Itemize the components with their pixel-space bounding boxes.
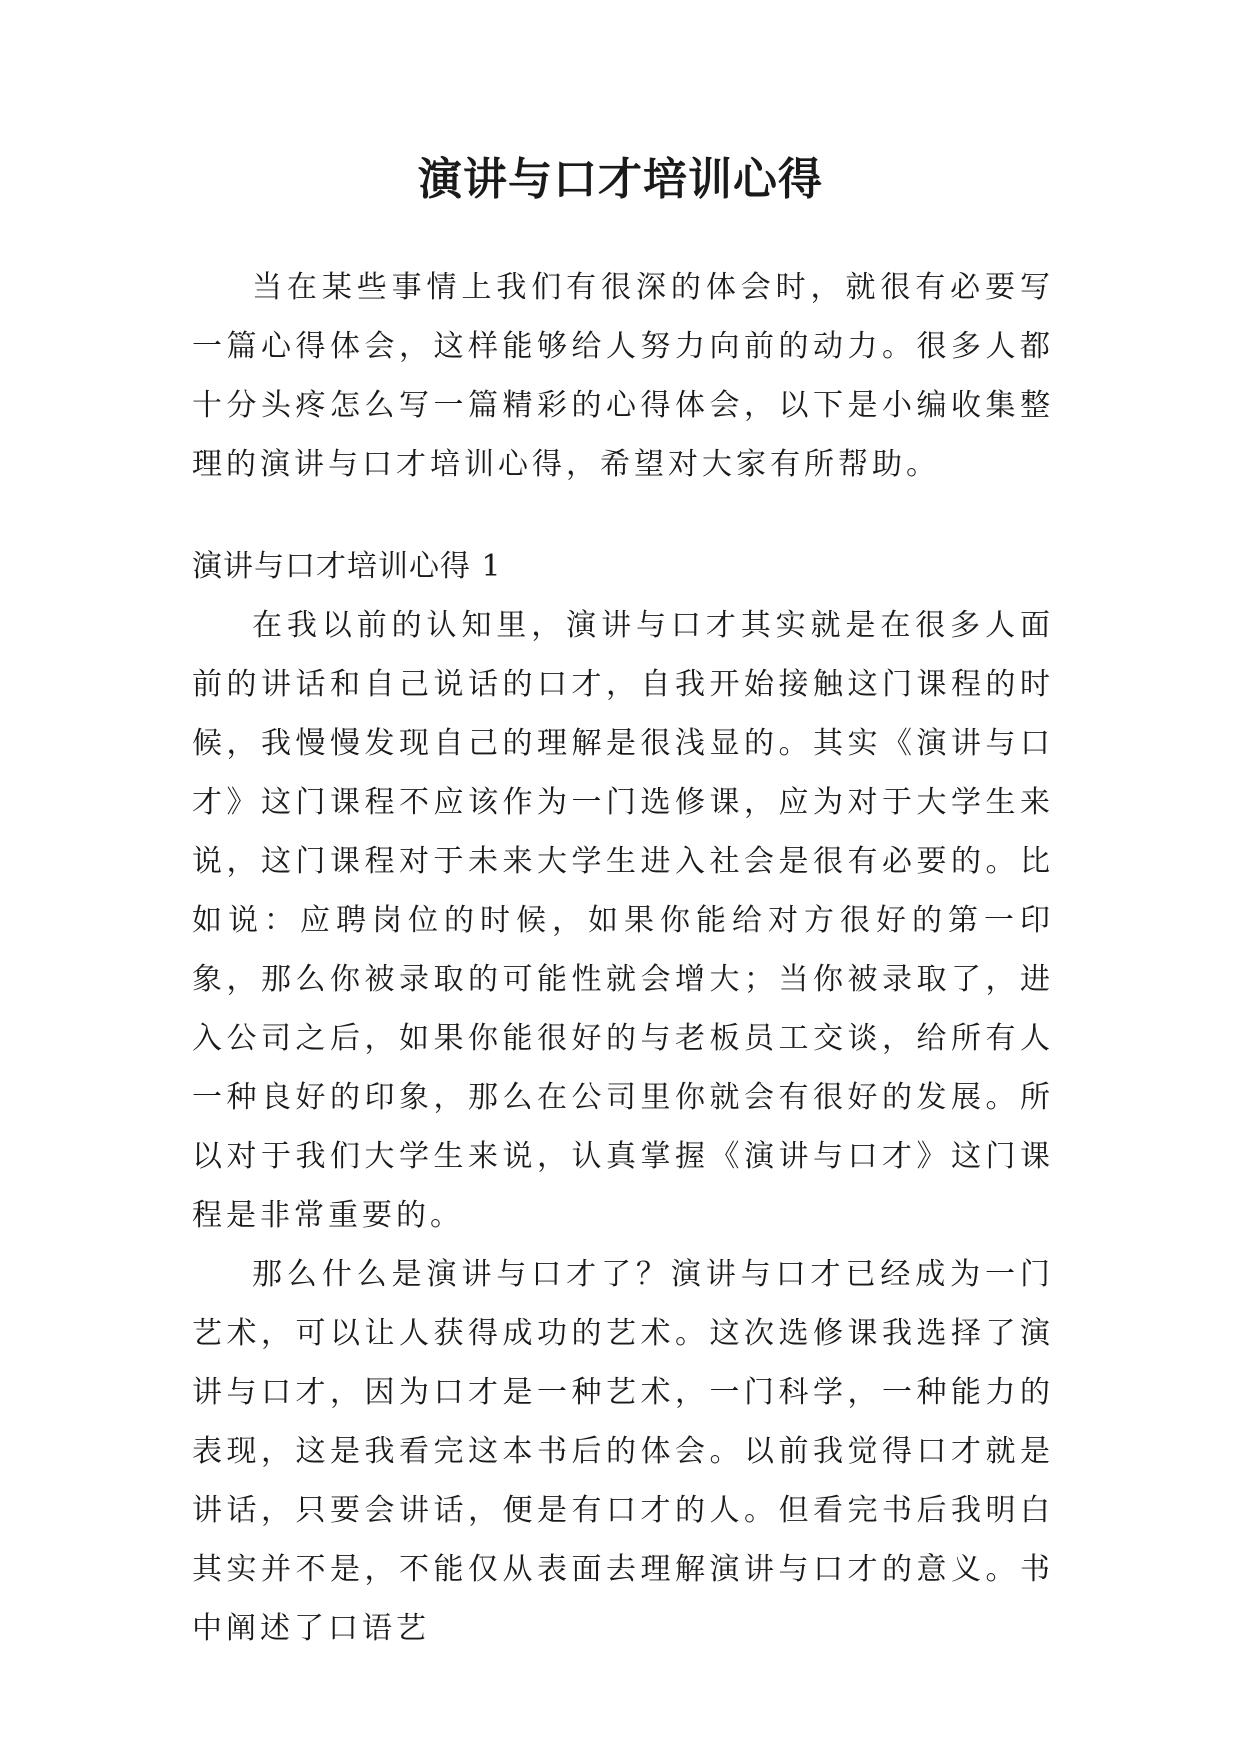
- document-body: [192, 258, 1054, 1658]
- document-title: 演讲与口才培训心得: [418, 154, 823, 205]
- body-paragraph: 在我以前的认知里，演讲与口才其实就是在很多人面前的讲话和自己说话的口才，自我开始接触这门课程的时候，我慢慢发现自己的理解是很浅显的。其实《演讲与口才》这门课程不应该作为一门选修课，应为对于大学生来说，这门课程对于未来大学生进入社会是很有必要的。比如说：应聘岗位的时候，如果你能给对方很好的第一印象，那么你被录取的可能性就会增大；当你被录取了，进入公司之后，如果你能很好的与老板员工交谈，给所有人一种良好的印象，那么在公司里你就会有很好的发展。所以对于我们大学生来说，认真掌握《演讲与口才》这门课程是非常重要的。: [192, 608, 1054, 1233]
- section-heading: 演讲与口才培训心得 1: [192, 549, 502, 584]
- intro-paragraph: 当在某些事情上我们有很深的体会时，就很有必要写一篇心得体会，这样能够给人努力向前的动力。很多人都十分头疼怎么写一篇精彩的心得体会，以下是小编收集整理的演讲与口才培训心得，希望对大家有所帮助。: [192, 270, 1054, 482]
- body-paragraph: 那么什么是演讲与口才了？演讲与口才已经成为一门艺术，可以让人获得成功的艺术。这次选修课我选择了演讲与口才，因为口才是一种艺术，一门科学，一种能力的表现，这是我看完这本书后的体会。以前我觉得口才就是讲话，只要会讲话，便是有口才的人。但看完书后我明白其实并不是，不能仅从表面去理解演讲与口才的意义。书中阐述了口语艺: [192, 1257, 1054, 1646]
